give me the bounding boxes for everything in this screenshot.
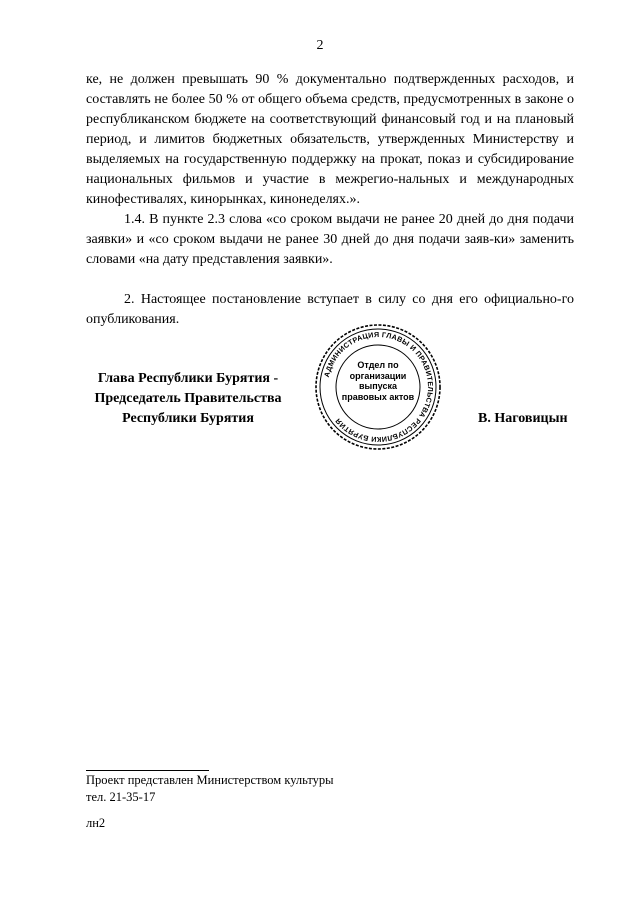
paragraph-continuation: ке, не должен превышать 90 % документально подтвержденных расходов, и составлять не более 50 % от общего объема средств, предусмотренных в законе о республиканском бюджете на соответствующий финансовый год и на плановый период, и лимитов бюджетных обязательств, утвержденных Министерству и выделяемых на государственную поддержку на прокат, показ и субсидирование национальных фильмов и участие в межрегио-нальных и международных кинофестивалях, кинорынках, кинонеделях.». <box>86 72 574 207</box>
paragraph-item-1-4: 1.4. В пункте 2.3 слова «со сроком выдачи не ранее 20 дней до дня подачи заявки» и «со сроком выдачи не ранее 30 дней до дня подачи заяв-ки» заменить словами «на дату представления заявки». <box>86 212 574 267</box>
footnote-line: тел. 21-35-17 <box>86 790 156 804</box>
signatory-title <box>76 369 300 429</box>
stamp-center-text: Отдел по организации выпуска правовых актов <box>341 360 415 402</box>
footnote <box>86 772 334 806</box>
signatory-name: В. Наговицын <box>478 411 568 426</box>
footnote-line: Проект представлен Министерством культуры <box>86 773 334 787</box>
document-body <box>86 70 574 330</box>
document-code: лн2 <box>86 816 106 830</box>
footnote-divider <box>86 770 209 771</box>
signatory-title-line: Председатель Правительства <box>94 391 282 406</box>
paragraph-item-2: 2. Настоящее постановление вступает в силу со дня его официально-го опубликования. <box>86 292 574 327</box>
signatory-title-line: Глава Республики Бурятия - <box>97 371 279 386</box>
official-stamp <box>313 322 443 452</box>
stamp-ring-text: АДМИНИСТРАЦИЯ ГЛАВЫ И ПРАВИТЕЛЬСТВА РЕСПУБЛИКИ БУРЯТИЯ <box>322 329 436 445</box>
signatory-title-line: Республики Бурятия <box>122 411 254 426</box>
page-number: 2 <box>316 38 324 53</box>
